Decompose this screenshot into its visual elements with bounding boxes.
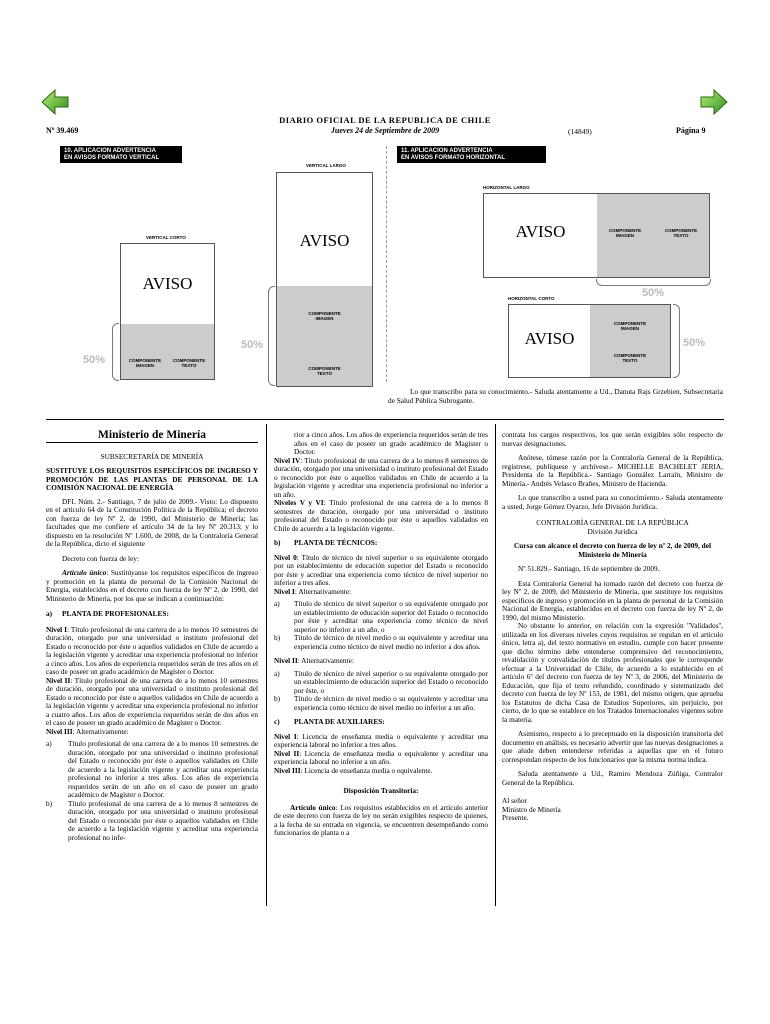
comp-line: IMAGEN [136, 363, 154, 368]
section-heading [274, 539, 488, 548]
paragraph [46, 677, 258, 728]
comp-line: IMAGEN [621, 326, 639, 331]
paragraph: Esta Contraloría General ha tomado razón del decreto con fuerza de ley Nº 2, de 2009, del Ministerio de Minería, que sustituye los requisitos específicos de ingreso y promoción en la planta de personal de la Comisión Nacional de Energía, establecidos en el decreto con fuerza de ley Nº 2, de 1990, del mismo Ministerio. [502, 578, 723, 622]
division-title: División Jurídica [587, 526, 638, 536]
vertical-largo-box [276, 172, 373, 387]
paragraph [46, 569, 258, 603]
lead: Nivel II [274, 748, 300, 758]
band-line-2: EN AVISOS FORMATO VERTICAL [64, 154, 160, 161]
brace [268, 286, 275, 386]
paragraph: contrata los cargos respectivos, los que serán exigibles sólo respecto de nuevas designaciones. [502, 430, 723, 448]
paragraph: Saluda atentamente a Ud., Ramiro Mendoza Zúñiga, Contralor General de la República. [502, 769, 723, 787]
key: b) [46, 798, 53, 808]
text: : Licencia de enseñanza media o equivalente y acreditar una experiencia laboral no inferior a un año. [274, 748, 488, 766]
horizontal-corto-box [508, 304, 671, 378]
band-line-1: 10. APLICACION ADVERTENCIA [64, 148, 156, 154]
paragraph: Lo que transcribo a usted para su conocimiento.- Saluda atentamente a usted, Jorge Gómez Oyarzo, Jefe División Jurídica. [502, 493, 723, 511]
component-image-label [590, 321, 670, 331]
comp-line: TEXTO [673, 233, 689, 238]
text: Título de técnico de nivel medio o su equivalente y acreditar una experiencia como técnico de nivel medio no inferior a un año. [294, 694, 488, 712]
figure-divider [386, 146, 387, 382]
horizontal-largo-box [483, 193, 710, 278]
percentage-label: 50% [642, 287, 665, 299]
figure-right-band [397, 146, 546, 163]
key: a) [46, 609, 53, 618]
lead: Artículo único [290, 802, 336, 812]
aviso-label: AVISO [524, 329, 575, 348]
column-2 [274, 431, 488, 838]
paragraph [274, 804, 488, 838]
page-number: Página 9 [676, 126, 706, 135]
text: : Licencia de enseñanza media o equivalente y acreditar una experiencia laboral no inferior a tres años. [274, 731, 488, 749]
paragraph [274, 733, 488, 750]
paragraph [274, 554, 488, 588]
aviso-label: AVISO [299, 231, 350, 250]
paragraph: Asimismo, respecto a lo preceptuado en la disposición transitoria del documento en análisis, es necesario advertir que las nuevas designaciones a que alude deben entenderse referidas a aquellas que en el futuro correspondan respecto de los funcionarios que la misma norma indica. [502, 729, 723, 764]
brace [673, 304, 680, 378]
previous-page-arrow-icon[interactable] [40, 88, 70, 116]
comp-line: COMPONENTE [608, 228, 642, 233]
list-item [46, 800, 258, 843]
aviso-label: AVISO [142, 274, 193, 293]
paragraph: rior a cinco años. Los años de experiencia requeridos serán de tres años en el caso de poseer un grado académico de Magíster o Doctor. [294, 430, 488, 456]
ministry-title: Ministerio de Minería [98, 429, 206, 441]
text: : Título profesional de una carrera de a lo menos 10 semestres de duración, otorgado por una universidad o instituto profesional del Estado o reconocido por éste o aquellos validados en Chile de acuerdo a la legislación vigente y acreditar una experiencia profesional no inferior a cuatro años. Los años de experiencia requeridos serán de dos años en el caso de poseer un grado académico de Magíster o Doctor. [46, 675, 258, 727]
key: b) [274, 633, 281, 642]
text: : Título profesional de una carrera de a lo menos 8 semestres de duración, otorgado por una universidad o instituto profesional del Estado o reconocido por éste o aquellos validados en Chile de acuerdo a la legislación vigente. [274, 498, 488, 533]
key: a) [46, 739, 52, 748]
key: b) [274, 538, 281, 547]
component-text-label [653, 228, 709, 238]
publication-code: (14849) [568, 127, 592, 136]
comp-line: IMAGEN [315, 316, 334, 321]
paragraph [274, 499, 488, 533]
text: Título de técnico de nivel medio o su equivalente y acreditar una experiencia como técnico de nivel medio no inferior a dos años. [294, 633, 488, 651]
disposicion-heading: Disposición Transitoria: [343, 786, 419, 795]
comp-line: COMPONENTE [308, 366, 341, 371]
paragraph [46, 728, 258, 737]
percentage-label: 50% [683, 337, 706, 349]
text: : Título de técnico de nivel superior o su equivalente otorgado por un establecimiento de educación superior del Estado o reconocido por éste y acreditar una experiencia como técnico de nivel superior no inferior a tres años. [274, 552, 489, 587]
text: : Alternativamente: [297, 656, 354, 665]
contraloria-title: CONTRALORÍA GENERAL DE LA REPÚBLICA [536, 518, 689, 527]
subsecretaria: SUBSECRETARÍA DE MINERÍA [100, 451, 204, 461]
lead: Nivel II [46, 675, 71, 685]
section-heading [46, 610, 258, 619]
lead: Nivel I [274, 731, 297, 741]
issue-number: Nº 39.469 [46, 126, 79, 135]
paragraph [274, 767, 488, 776]
newspaper-title: DIARIO OFICIAL DE LA REPUBLICA DE CHILE [279, 115, 491, 125]
title: PLANTA DE TÉCNICOS: [294, 538, 378, 547]
list-item [274, 695, 488, 712]
decree-headline: SUSTITUYE LOS REQUISITOS ESPECÍFICOS DE INGRESO Y PROMOCIÓN DE LAS PLANTAS DE PERSONAL DE LA COMISIÓN NACIONAL DE ENERGÍA [46, 466, 258, 492]
percentage-label: 50% [241, 339, 264, 351]
lead: Artículo único [62, 568, 107, 577]
addressee-line: Ministro de Minería [502, 804, 561, 814]
label-horizontal-largo: HORIZONTAL LARGO [483, 185, 530, 190]
component-image-label [597, 228, 653, 238]
list-item [274, 600, 488, 634]
brace [596, 279, 711, 286]
list-item [274, 670, 488, 696]
paragraph: Nº 51.829.- Santiago, 16 de septiembre de 2009. [518, 564, 660, 573]
addressee-line: Presente. [502, 813, 529, 822]
paragraph [274, 457, 488, 500]
text: : Alternativamente: [72, 726, 129, 736]
key: a) [274, 599, 280, 608]
component-text-label [277, 366, 372, 376]
aviso-label: AVISO [515, 222, 566, 241]
lead: Nivel III [46, 726, 73, 736]
column-divider [266, 424, 267, 906]
key: a) [274, 668, 280, 678]
comp-line: COMPONENTE [613, 321, 647, 326]
text: : Sustitúyanse los requisitos específicos de ingreso y promoción en la planta de personal de la Comisión Nacional de Energía, establecidos en el decreto con fuerza de ley Nº 2, de 1990, del Ministerio de Minería, por los que se indican a continuación: [46, 568, 258, 603]
title: PLANTA DE AUXILIARES: [294, 717, 385, 726]
label-vertical-largo: VERTICAL LARGO [306, 163, 346, 168]
text: : Título profesional de una carrera de a lo menos 10 semestres de duración, otorgado por una universidad o instituto profesional del Estado o reconocido por éste o aquellos validados en Chile de acuerdo a la legislación vigente y acreditar una experiencia profesional no inferior a cinco años. Los años de experiencia requeridos serán de tres años en el caso de poseer un grado académico de Magíster o Doctor. [46, 624, 258, 676]
paragraph: DFL Núm. 2.- Santiago, 7 de julio de 2009.- Visto: Lo dispuesto en el artículo 64 de la Constitución Política de la República; el decreto con fuerza de ley Nº 2, de 1990, del Ministerio de Minería; las facultades que me confiere el artículo 34 de la ley Nº 20.313; y lo dispuesto en la resolución Nº 1.600, de 2008, de la Contraloría General de la República, dicto el siguiente [46, 496, 258, 548]
text: : Licencia de enseñanza media o equivalente. [300, 765, 433, 775]
addressee-line: Al señor [502, 796, 527, 805]
text: : Título profesional de una carrera de a lo menos 8 semestres de duración, otorgado por una universidad o instituto profesional del Estado o reconocido por éste o aquellos validados en Chile de acuerdo a la legislación vigente y acreditar una experiencia profesional no inferior a un año. [274, 455, 488, 499]
comp-line: COMPONENTE [664, 228, 698, 233]
text: Título profesional de una carrera de a lo menos 10 semestres de duración, otorgado por una universidad o instituto profesional del Estado o reconocido por éste o aquellos validados en Chile de acuerdo a la legislación vigente y acreditar una experiencia profesional no inferior a tres años. Los años de experiencia requeridos serán de un año en el caso de poseer un grado académico de Magíster o Doctor. [68, 739, 258, 799]
text: Título de técnico de nivel superior o su equivalente otorgado por un establecimiento de educación superior del Estado o reconocido por éste, o [294, 668, 488, 695]
paragraph [274, 657, 488, 666]
comp-line: COMPONENTE [613, 353, 647, 358]
text: Título profesional de una carrera de a lo menos 8 semestres de duración, otorgado por una universidad o instituto profesional del Estado o reconocido por éste o aquellos validados en Chile de acuerdo a la legislación vigente y acreditar una experiencia profesional no infe- [68, 798, 258, 842]
list-item [46, 740, 258, 800]
issue-date: Jueves 24 de Septiembre de 2009 [330, 126, 440, 135]
comp-line: TEXTO [622, 358, 638, 363]
section-heading [274, 718, 488, 727]
paragraph [274, 750, 488, 767]
cursa-heading: Cursa con alcance el decreto con fuerza de ley nº 2, de 2009, del Ministerio de Minería [513, 541, 712, 559]
band-line-2: EN AVISOS FORMATO HORIZONTAL [401, 154, 505, 161]
vertical-corto-box [120, 243, 215, 380]
lead: Nivel IV [274, 455, 301, 465]
label-vertical-corto: VERTICAL CORTO [146, 235, 186, 240]
text: : Alternativamente: [294, 586, 352, 596]
paragraph: Decreto con fuerza de ley: [62, 553, 139, 563]
band-line-1: 11. APLICACION ADVERTENCIA [401, 148, 493, 154]
paragraph: Anótese, tómese razón por la Contraloría General de la República, regístrese, publíquese y archívese.- MICHELLE BACHELET JERIA, Presidenta de la República.- Santiago González Larraín, Ministro de Minería.- Andrés Velasco Brañes, Ministro de Hacienda. [502, 453, 723, 488]
label-horizontal-corto: HORIZONTAL CORTO [508, 296, 555, 301]
component-text-label [169, 358, 209, 368]
list-item [274, 634, 488, 651]
text: Título de técnico de nivel superior o su equivalente otorgado por un establecimiento de educación superior del Estado o reconocido por éste y acreditar una experiencia como técnico de nivel superior no inferior a un año, o [294, 599, 488, 634]
closing-paragraph: Lo que transcribo para su conocimiento.- Saluda atentamente a Ud., Danuta Rajs Grzebien, Subsecretaria de Salud Pública Subrogante. [388, 387, 723, 405]
paragraph [274, 588, 488, 597]
lead: Nivel I [274, 586, 295, 596]
component-image-label [277, 311, 372, 321]
comp-line: TEXTO [181, 363, 197, 368]
comp-line: IMAGEN [616, 233, 634, 238]
lead: Nivel 0 [274, 552, 297, 562]
title: PLANTA DE PROFESIONALES: [62, 609, 169, 618]
comp-line: COMPONENTE [308, 311, 341, 316]
text: : Los requisitos establecidos en el artículo anterior de este decreto con fuerza de ley no serán exigibles respecto de quienes, a la fecha de su entrada en vigencia, se encuentren desempeñando como funcionarios de planta o a [274, 802, 488, 837]
component-text-label [590, 353, 670, 363]
lead: Nivel III [274, 765, 301, 775]
comp-line: TEXTO [317, 371, 332, 376]
column-3 [502, 431, 723, 823]
paragraph [46, 626, 258, 677]
component-image-label [125, 358, 165, 368]
column-1 [46, 427, 258, 842]
next-page-arrow-icon[interactable] [699, 88, 729, 116]
column-divider [495, 424, 496, 906]
key: c) [274, 717, 280, 726]
percentage-label: 50% [83, 354, 106, 366]
lead: Nivel II [274, 656, 298, 665]
section-rule [46, 419, 724, 420]
figure-left-band [60, 146, 182, 163]
brace [112, 323, 119, 381]
key: b) [274, 694, 281, 703]
lead: Nivel I [46, 624, 67, 634]
comp-line: COMPONENTE [128, 358, 162, 363]
lead: Niveles V y VI [274, 498, 324, 507]
paragraph: No obstante lo anterior, en relación con la expresión ''Validados'', utilizada en los diversos niveles cuyos requisitos se regulan en el artículo único, letra a), del texto normativo en estudio, cumple con hacer presente que dicho término debe entenderse comprensivo del reconocimiento, revalidación y convalidación de títulos profesionales que le corresponde efectuar a la Universidad de Chile, de acuerdo a lo establecido en el artículo 6º del decreto con fuerza de ley Nº 3, de 2006, del Ministerio de Educación, que fija el texto refundido, coordinado y sistematizado del decreto con fuerza de ley Nº 153, de 1981, del mismo origen, que aprueba los Estatutos de dicha Casa de Estudios Superiores, sin perjuicio, por cierto, de lo que se establece en los Tratados Internacionales vigentes sobre la materia. [502, 621, 723, 724]
comp-line: COMPONENTE [172, 358, 206, 363]
